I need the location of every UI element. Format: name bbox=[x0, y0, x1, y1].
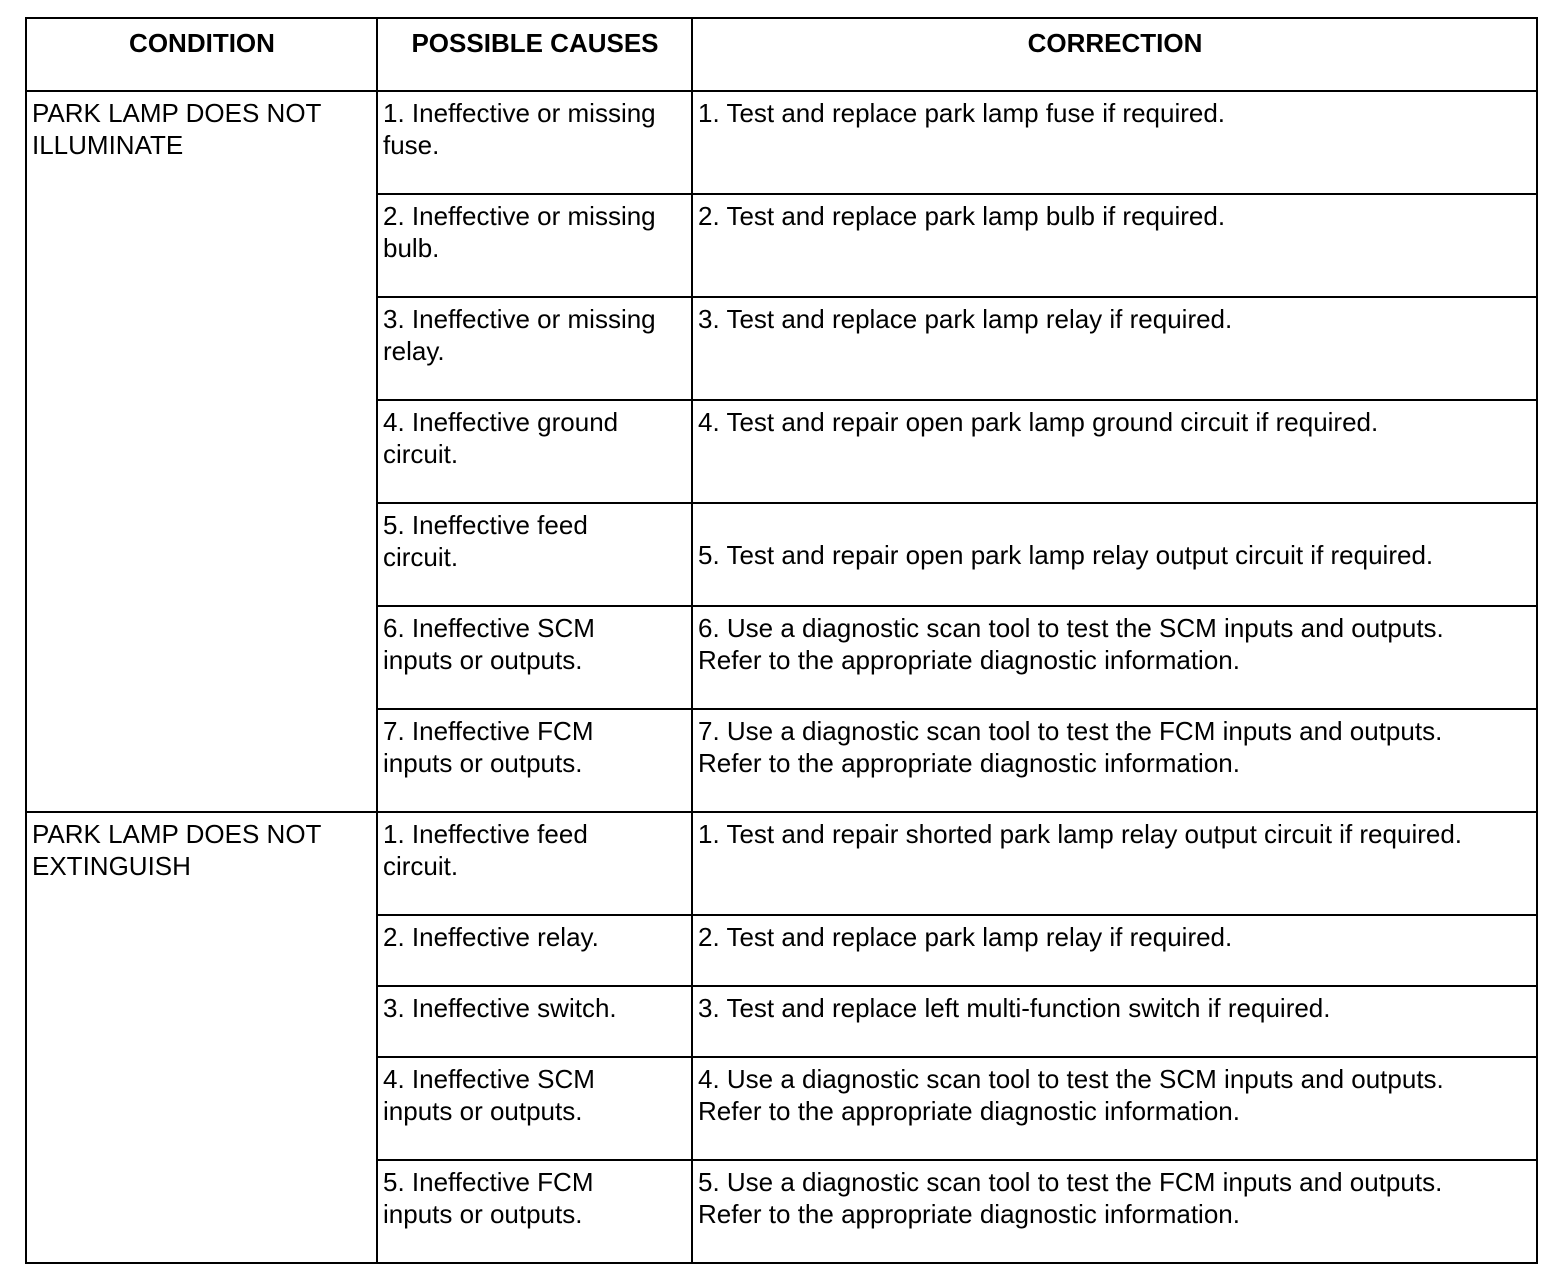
table-row bbox=[26, 812, 1537, 915]
correction-cell: 2. Test and replace park lamp relay if required. bbox=[692, 915, 1537, 986]
correction-cell: 4. Test and repair open park lamp ground circuit if required. bbox=[692, 400, 1537, 503]
cause-cell: 7. Ineffective FCM inputs or outputs. bbox=[377, 709, 692, 812]
cause-cell: 2. Ineffective relay. bbox=[377, 915, 692, 986]
correction-cell: 4. Use a diagnostic scan tool to test the SCM inputs and outputs. Refer to the appropriate diagnostic information. bbox=[692, 1057, 1537, 1160]
condition-cell: PARK LAMP DOES NOT EXTINGUISH bbox=[26, 812, 377, 1263]
cause-cell: 1. Ineffective feed circuit. bbox=[377, 812, 692, 915]
header-possible-causes: POSSIBLE CAUSES bbox=[377, 18, 692, 91]
table-row bbox=[26, 91, 1537, 194]
header-row bbox=[26, 18, 1537, 91]
correction-cell: 1. Test and replace park lamp fuse if required. bbox=[692, 91, 1537, 194]
cause-cell: 3. Ineffective switch. bbox=[377, 986, 692, 1057]
cause-cell: 1. Ineffective or missing fuse. bbox=[377, 91, 692, 194]
correction-cell: 5. Test and repair open park lamp relay output circuit if required. bbox=[692, 503, 1537, 606]
correction-cell: 1. Test and repair shorted park lamp relay output circuit if required. bbox=[692, 812, 1537, 915]
correction-cell: 2. Test and replace park lamp bulb if required. bbox=[692, 194, 1537, 297]
condition-cell: PARK LAMP DOES NOT ILLUMINATE bbox=[26, 91, 377, 812]
correction-cell: 3. Test and replace park lamp relay if required. bbox=[692, 297, 1537, 400]
correction-cell: 6. Use a diagnostic scan tool to test the SCM inputs and outputs. Refer to the appropriate diagnostic information. bbox=[692, 606, 1537, 709]
correction-cell: 3. Test and replace left multi-function switch if required. bbox=[692, 986, 1537, 1057]
cause-cell: 5. Ineffective FCM inputs or outputs. bbox=[377, 1160, 692, 1263]
header-condition: CONDITION bbox=[26, 18, 377, 91]
cause-cell: 6. Ineffective SCM inputs or outputs. bbox=[377, 606, 692, 709]
cause-cell: 5. Ineffective feed circuit. bbox=[377, 503, 692, 606]
cause-cell: 4. Ineffective SCM inputs or outputs. bbox=[377, 1057, 692, 1160]
diagnosis-table bbox=[25, 17, 1538, 1264]
cause-cell: 2. Ineffective or missing bulb. bbox=[377, 194, 692, 297]
cause-cell: 4. Ineffective ground circuit. bbox=[377, 400, 692, 503]
correction-cell: 5. Use a diagnostic scan tool to test the FCM inputs and outputs. Refer to the appropriate diagnostic information. bbox=[692, 1160, 1537, 1263]
correction-cell: 7. Use a diagnostic scan tool to test the FCM inputs and outputs. Refer to the appropriate diagnostic information. bbox=[692, 709, 1537, 812]
header-correction: CORRECTION bbox=[692, 18, 1537, 91]
cause-cell: 3. Ineffective or missing relay. bbox=[377, 297, 692, 400]
